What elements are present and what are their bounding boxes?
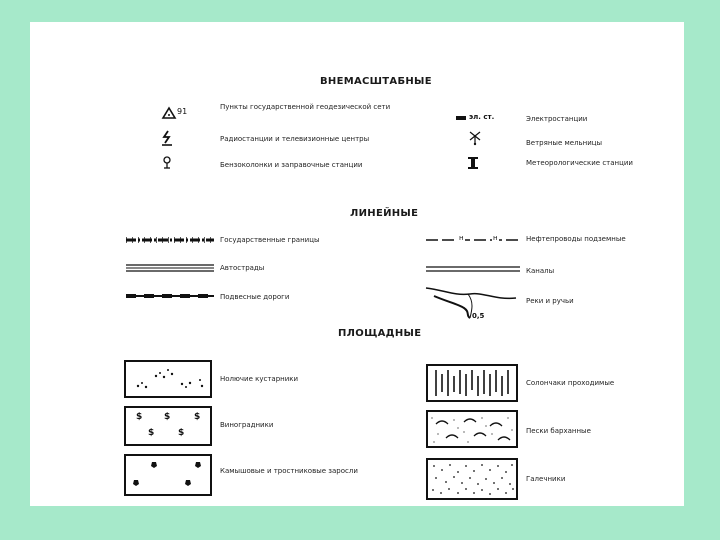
vineyard-label: Виноградники — [220, 421, 274, 429]
power-plant-bar — [456, 116, 466, 120]
oil-symbol-letter-2: н — [493, 234, 498, 242]
pebble-symbol — [426, 458, 518, 500]
power-plant-symbol — [456, 114, 516, 124]
windmill-icon — [468, 130, 482, 146]
gas-label: Бензоколонки и заправочные станции — [220, 161, 363, 169]
gas-pump-icon — [162, 156, 172, 170]
oil-label: Нефтепроводы подземные — [526, 235, 626, 243]
river-label: Реки и ручьи — [526, 297, 574, 305]
triangle-icon — [162, 107, 176, 119]
state-border-symbol — [126, 236, 214, 244]
saltmarsh-hatching — [428, 366, 516, 400]
shrubs-symbol — [124, 360, 212, 398]
vineyard-glyph-4: $ — [148, 428, 155, 438]
pebble-label: Галечники — [526, 475, 566, 483]
saltmarsh-label: Солончаки проходимые — [526, 379, 615, 387]
saltmarsh-symbol — [426, 364, 518, 402]
meteo-station-icon — [467, 156, 479, 170]
geodetic-point-symbol — [162, 106, 202, 120]
radio-label: Радиостанции и телевизионные центры — [220, 135, 370, 143]
reed-symbol — [124, 454, 212, 496]
legend-sheet — [30, 22, 684, 506]
vineyard-symbol — [124, 406, 212, 446]
cableway-symbol — [126, 292, 214, 300]
power-label: Электростанции — [526, 115, 588, 123]
oil-pipeline-symbol — [426, 234, 520, 244]
heading-areal: ПЛОЩАДНЫЕ — [338, 328, 422, 339]
reed-marks — [126, 456, 210, 494]
meteo-label: Метеорологические станции — [526, 159, 633, 167]
river-width: 0,5 — [472, 312, 485, 320]
heading-linear: ЛИНЕЙНЫЕ — [350, 208, 419, 219]
cableway-label: Подвесные дороги — [220, 293, 290, 301]
vineyard-glyph-5: $ — [178, 428, 185, 438]
pebble-dots — [428, 460, 516, 498]
sand-symbol — [426, 410, 518, 448]
sand-texture — [428, 412, 516, 446]
radio-tower-icon — [161, 130, 173, 146]
geodetic-point-number: 91 — [177, 107, 188, 116]
shrubs-label: Нолючие кустарники — [220, 375, 299, 383]
windmill-label: Ветряные мельницы — [526, 139, 603, 147]
reed-label: Камышовые и тростниковые заросли — [220, 467, 358, 475]
power-symbol-text: эл. ст. — [469, 113, 495, 121]
sand-label: Пески барханные — [526, 427, 591, 435]
shrub-dots — [126, 362, 210, 396]
geodetic-label: Пункты государственной геодезической сети — [220, 103, 391, 111]
highway-label: Автострады — [220, 264, 265, 272]
canal-label: Каналы — [526, 267, 555, 275]
oil-symbol-letter-1: н — [459, 234, 464, 242]
vineyard-glyph-1: $ — [136, 412, 143, 422]
highway-symbol — [126, 264, 214, 272]
border-label: Государственные границы — [220, 236, 320, 244]
vineyard-glyph-2: $ — [164, 412, 171, 422]
heading-offscale: ВНЕМАСШТАБНЫЕ — [320, 76, 432, 87]
vineyard-glyph-3: $ — [194, 412, 201, 422]
canal-symbol — [426, 266, 520, 272]
